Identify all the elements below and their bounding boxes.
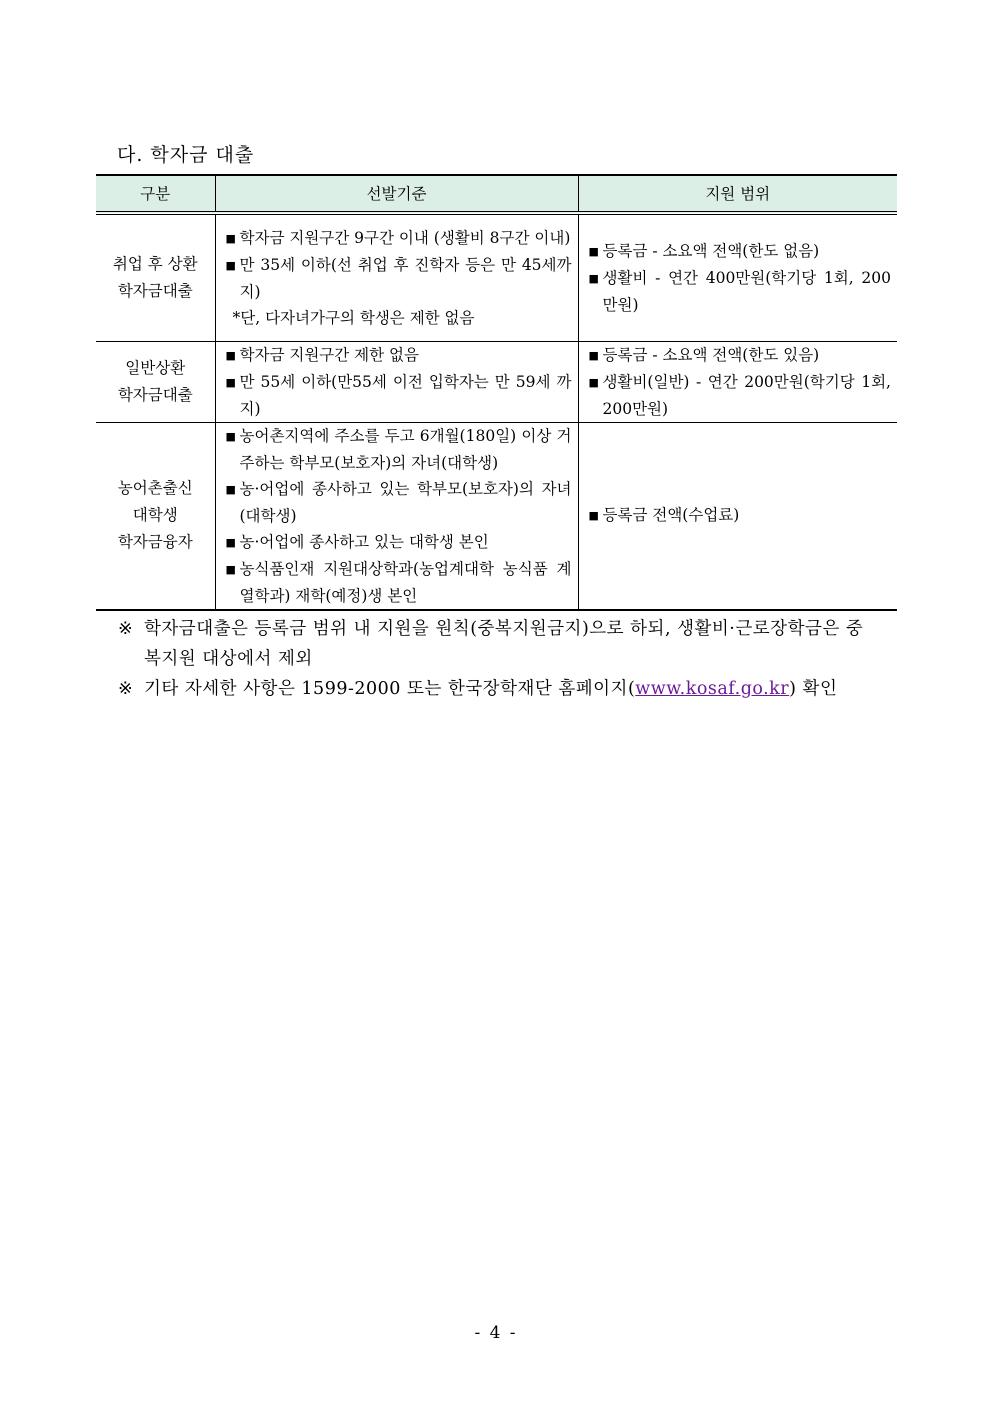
bullet-square-icon: ■ [588, 348, 599, 362]
category-line: 농어촌출신 [117, 479, 193, 497]
bullet-square-icon: ■ [225, 535, 236, 549]
support-item: ■ 등록금 - 소요액 전액(한도 있음) [589, 342, 892, 369]
criteria-note: *단, 다자녀가구의 학생은 제한 없음 [232, 308, 475, 327]
support-item: ■ 등록금 - 소요액 전액(한도 없음) [589, 238, 892, 265]
bullet-square-icon: ■ [225, 429, 236, 443]
bullet-square-icon: ■ [225, 562, 236, 576]
kosaf-website-link[interactable]: www.kosaf.go.kr [635, 679, 790, 699]
bullet-square-icon: ■ [225, 348, 236, 362]
criteria-cell [215, 422, 578, 610]
header-criteria: 선발기준 [215, 175, 578, 213]
note-text: 기타 자세한 사항은 1599-2000 또는 한국장학재단 홈페이지( [144, 679, 636, 699]
category-cell [96, 422, 215, 610]
table-row [96, 213, 897, 341]
note-text: ) 확인 [789, 679, 838, 699]
student-loan-table [96, 174, 897, 611]
category-line: 학자금대출 [117, 385, 193, 404]
category-line: 대학생 [132, 506, 178, 524]
criteria-item: ■ 학자금 지원구간 9구간 이내 (생활비 8구간 이내) [226, 225, 572, 252]
notes [118, 614, 878, 704]
criteria-item: ■ 학자금 지원구간 제한 없음 [226, 342, 572, 369]
category-cell [96, 341, 215, 422]
header-support: 지원 범위 [578, 175, 897, 213]
bullet-square-icon: ■ [225, 482, 236, 496]
criteria-item: ■ 농·어업에 종사하고 있는 학부모(보호자)의 자녀(대학생) [226, 476, 572, 529]
category-line: 학자금대출 [117, 281, 193, 300]
category-line: 취업 후 상환 [112, 254, 198, 273]
note-item [118, 614, 878, 674]
support-cell [578, 422, 897, 610]
criteria-item: ■ 농어촌지역에 주소를 두고 6개월(180일) 이상 거주하는 학부모(보호자)의 자녀(대학생) [226, 423, 572, 476]
criteria-cell [215, 213, 578, 341]
bullet-square-icon: ■ [225, 258, 236, 272]
support-cell [578, 213, 897, 341]
support-item: ■ 등록금 전액(수업료) [589, 502, 892, 529]
reference-mark-icon: ※ [118, 679, 134, 699]
header-category: 구분 [96, 175, 215, 213]
bullet-square-icon: ■ [588, 375, 599, 389]
category-line: 학자금융자 [117, 533, 193, 551]
support-cell [578, 341, 897, 422]
page-number: - 4 - [474, 1323, 518, 1343]
criteria-item: ■ 만 35세 이하(선 취업 후 진학자 등은 만 45세까지) [226, 252, 572, 305]
table-header-row [96, 175, 897, 213]
bullet-square-icon: ■ [225, 231, 236, 245]
category-cell [96, 213, 215, 341]
reference-mark-icon: ※ [118, 619, 134, 639]
note-item [118, 674, 878, 704]
section-title: 다. 학자금 대출 [117, 144, 255, 166]
category-line: 일반상환 [125, 358, 186, 377]
bullet-square-icon: ■ [588, 509, 599, 522]
note-text: 학자금대출은 등록금 범위 내 지원을 원칙(중복지원금지)으로 하되, 생활비·근로장학금은 중복지원 대상에서 제외 [144, 619, 864, 669]
criteria-item: ■ 농·어업에 종사하고 있는 대학생 본인 [226, 529, 572, 556]
bullet-square-icon: ■ [225, 375, 236, 389]
criteria-cell [215, 341, 578, 422]
criteria-item: ■ 만 55세 이하(만55세 이전 입학자는 만 59세 까지) [226, 369, 572, 422]
bullet-square-icon: ■ [588, 244, 599, 258]
criteria-item: ■ 농식품인재 지원대상학과(농업계대학 농식품 계열학과) 재학(예정)생 본인 [226, 556, 572, 609]
support-item: ■ 생활비 - 연간 400만원(학기당 1회, 200만원) [589, 265, 892, 318]
table-row [96, 422, 897, 610]
table-row [96, 341, 897, 422]
support-item: ■ 생활비(일반) - 연간 200만원(학기당 1회, 200만원) [589, 369, 892, 422]
bullet-square-icon: ■ [588, 271, 599, 285]
